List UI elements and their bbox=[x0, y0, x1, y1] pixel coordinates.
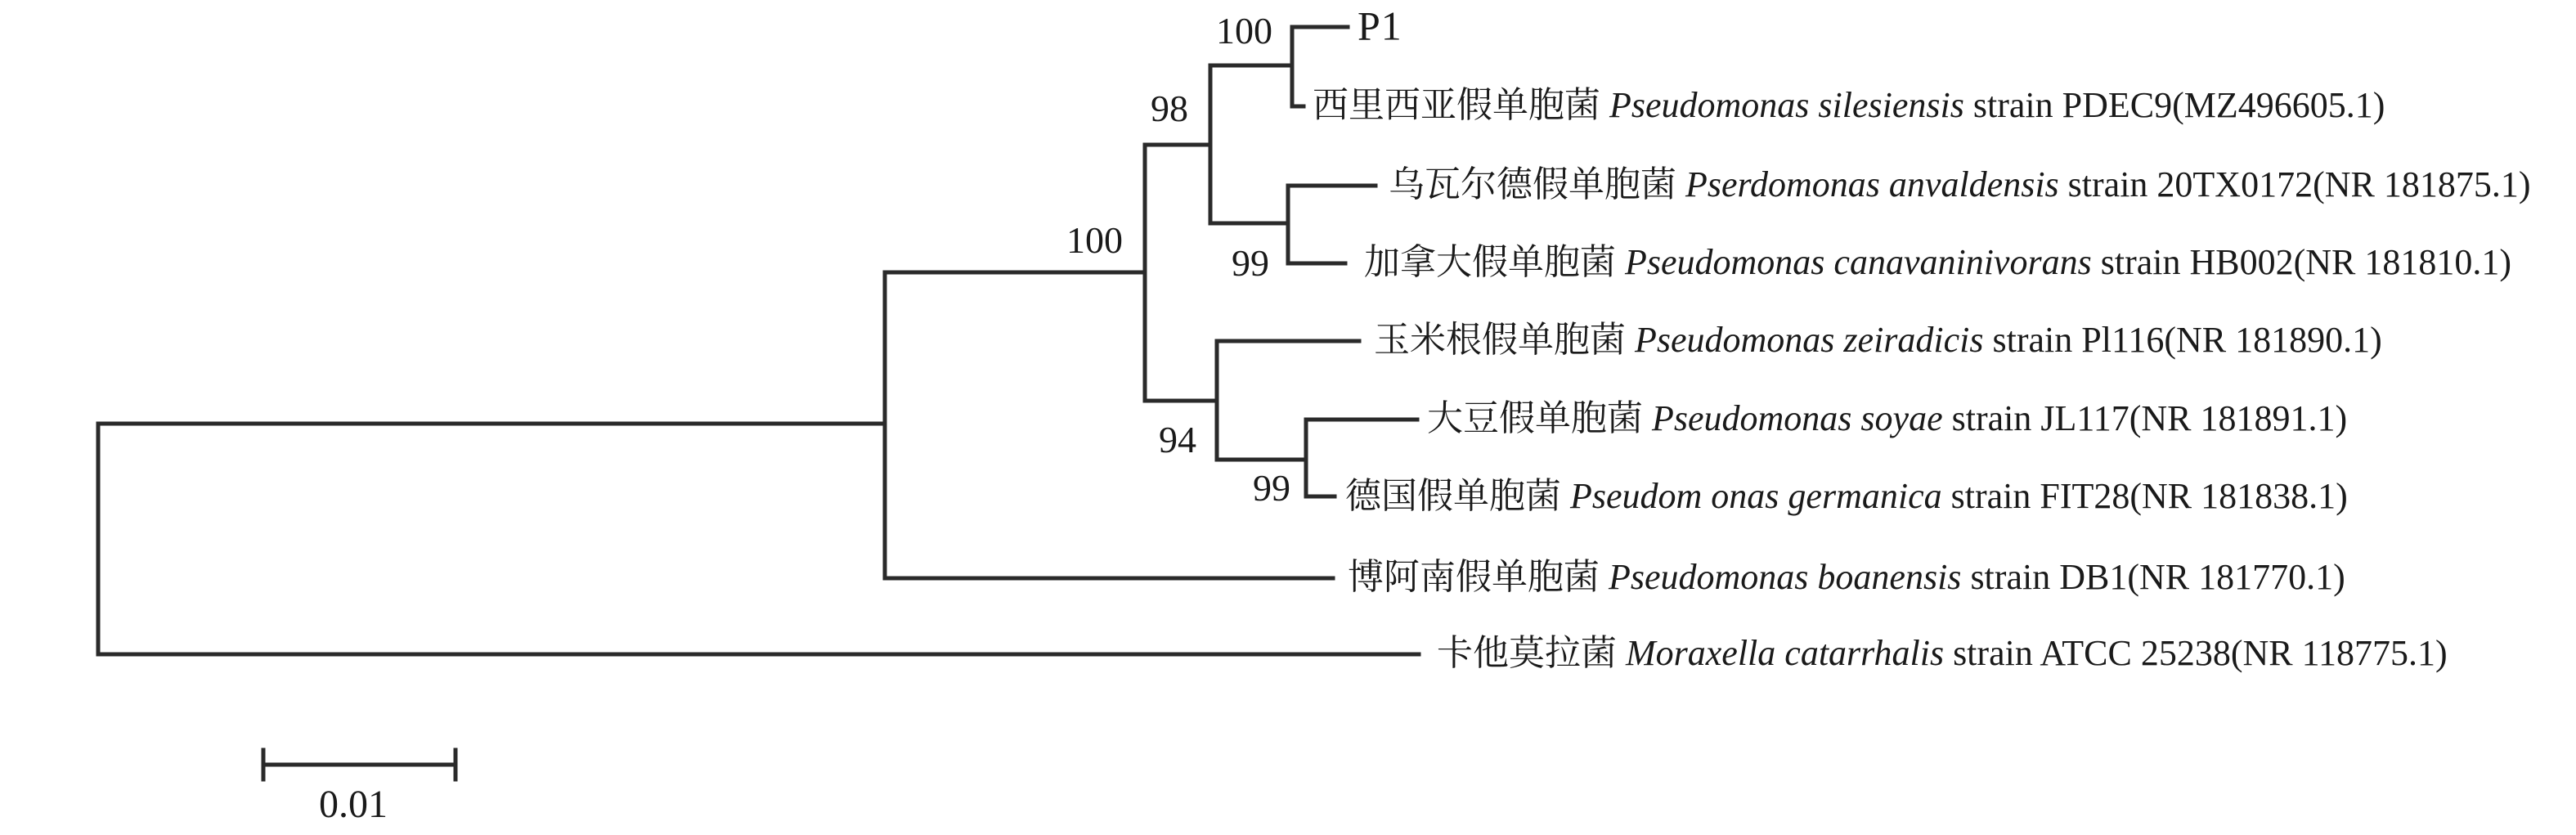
leaf-strain: strain DB1(NR 181770.1) bbox=[1961, 556, 2345, 597]
leaf-latin: Pserdomonas anvaldensis bbox=[1685, 164, 2059, 204]
leaf-label-zeiradicis bbox=[1374, 321, 2382, 360]
leaf-cn: 玉米根假单胞菌 bbox=[1374, 319, 1635, 360]
leaf-latin: Pseudomonas soyae bbox=[1652, 397, 1943, 438]
leaf-latin: Pseudomonas silesiensis bbox=[1609, 84, 1964, 125]
leaf-label-canavaninivorans bbox=[1364, 243, 2511, 282]
leaf-cn: 大豆假单胞菌 bbox=[1427, 397, 1652, 438]
support-value-94: 94 bbox=[1159, 419, 1196, 460]
support-value-100-basal: 100 bbox=[1066, 219, 1123, 261]
support-value-98: 98 bbox=[1151, 88, 1188, 129]
leaf-latin: Moraxella catarrhalis bbox=[1626, 632, 1945, 673]
leaf-latin: Pseudom onas germanica bbox=[1570, 475, 1942, 516]
leaf-strain: strain FIT28(NR 181838.1) bbox=[1941, 475, 2348, 516]
leaf-strain: strain HB002(NR 181810.1) bbox=[2091, 241, 2512, 282]
leaf-strain: strain Pl116(NR 181890.1) bbox=[1983, 319, 2382, 360]
leaf-label-boanensis bbox=[1348, 558, 2345, 597]
support-value-99a: 99 bbox=[1232, 242, 1269, 284]
leaf-text: P1 bbox=[1358, 2, 1402, 49]
leaf-cn: 卡他莫拉菌 bbox=[1437, 632, 1626, 673]
leaf-cn: 德国假单胞菌 bbox=[1345, 475, 1570, 516]
leaf-strain: strain JL117(NR 181891.1) bbox=[1942, 397, 2348, 438]
leaf-strain: strain PDEC9(MZ496605.1) bbox=[1963, 84, 2385, 125]
leaf-cn: 乌瓦尔德假单胞菌 bbox=[1389, 164, 1685, 204]
leaf-label-soyae bbox=[1427, 399, 2347, 438]
leaf-label-anvaldensis bbox=[1389, 165, 2531, 204]
leaf-cn: 西里西亚假单胞菌 bbox=[1313, 84, 1609, 125]
scale-bar-label: 0.01 bbox=[319, 783, 388, 826]
leaf-strain: strain 20TX0172(NR 181875.1) bbox=[2058, 164, 2531, 204]
support-value-100-top: 100 bbox=[1216, 10, 1272, 52]
leaf-cn: 加拿大假单胞菌 bbox=[1364, 241, 1625, 282]
leaf-latin: Pseudomonas zeiradicis bbox=[1635, 319, 1984, 360]
leaf-label-germanica bbox=[1345, 477, 2348, 516]
leaf-label-silesiensis bbox=[1313, 86, 2385, 125]
leaf-label-p1 bbox=[1358, 3, 1402, 48]
leaf-latin: Pseudomonas canavaninivorans bbox=[1625, 241, 2092, 282]
leaf-latin: Pseudomonas boanensis bbox=[1609, 556, 1962, 597]
leaf-strain: strain ATCC 25238(NR 118775.1) bbox=[1944, 632, 2448, 673]
support-value-99b: 99 bbox=[1253, 467, 1290, 509]
leaf-cn: 博阿南假单胞菌 bbox=[1348, 556, 1609, 597]
leaf-label-catarrhalis bbox=[1437, 634, 2448, 673]
